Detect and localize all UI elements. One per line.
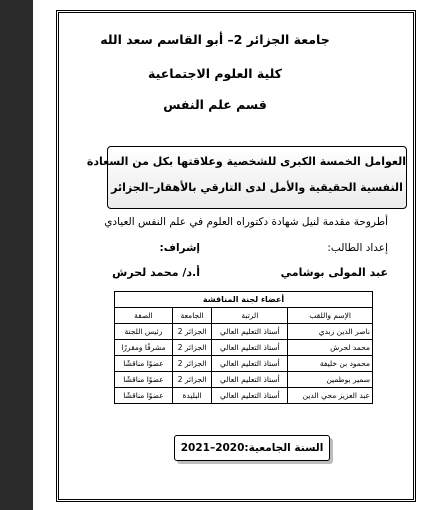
header-rank: الرتبة: [212, 308, 288, 324]
member-role: رئيس اللجنة: [115, 324, 173, 340]
table-row: [115, 324, 373, 340]
thesis-title-box: [86, 146, 407, 209]
member-role: عضوًا مناقشًا: [115, 388, 173, 404]
academic-year-box: [174, 435, 330, 461]
member-university: الجزائر 2: [172, 324, 212, 340]
jury-caption-row: [115, 292, 373, 308]
supervisor-name: أ.د/ محمد لحرش: [112, 266, 200, 279]
table-row: [115, 388, 373, 404]
member-university: الجزائر 2: [172, 372, 212, 388]
page-border-frame: [56, 10, 416, 502]
supervisor-label: إشراف:: [159, 242, 200, 254]
jury-table: [114, 291, 373, 404]
member-role: عضوًا مناقشًا: [115, 372, 173, 388]
member-name: ناصر الدين زبدي: [288, 324, 373, 340]
header-name: الإسم واللقب: [288, 308, 373, 324]
thesis-statement: أطروحة مقدمة لنيل شهادة دكتوراه العلوم في علم النفس العيادي: [104, 216, 388, 228]
member-role: مشرفًا ومقررًا: [115, 340, 173, 356]
member-rank: أستاذ التعليم العالي: [212, 388, 288, 404]
student-label: إعداد الطالب:: [327, 242, 388, 254]
university-name: جامعة الجزائر 2– أبو القاسم سعد الله: [100, 32, 330, 47]
header-university: الجامعة: [172, 308, 212, 324]
faculty-name: كلية العلوم الاجتماعية: [148, 66, 282, 81]
member-name: محمد لحرش: [288, 340, 373, 356]
table-row: [115, 356, 373, 372]
department-name: قسم علم النفس: [163, 97, 267, 112]
student-name: عبد المولى بوشامي: [280, 266, 388, 279]
member-name: محمود بن خليفة: [288, 356, 373, 372]
table-row: [115, 340, 373, 356]
member-rank: أستاذ التعليم العالي: [212, 324, 288, 340]
member-name: سمير بوطمين: [288, 372, 373, 388]
thesis-title-line-1: العوامل الخمسة الكبرى للشخصية وعلاقتها بكل من السعادة: [86, 155, 406, 168]
jury-caption: أعضاء لجنة المناقشة: [115, 292, 373, 308]
member-university: الجزائر 2: [172, 340, 212, 356]
member-rank: أستاذ التعليم العالي: [212, 372, 288, 388]
member-university: الجزائر 2: [172, 356, 212, 372]
header-role: الصفة: [115, 308, 173, 324]
table-row: [115, 372, 373, 388]
member-university: البليدة: [172, 388, 212, 404]
member-name: عبد العزيز محي الدين: [288, 388, 373, 404]
academic-year: السنة الجامعية:2020–2021: [180, 442, 324, 454]
thesis-title-line-2: النفسية الحقيقية والأمل لدى التارقي بالأهقار–الجزائر: [111, 181, 403, 194]
member-role: عضوًا مناقشًا: [115, 356, 173, 372]
member-rank: أستاذ التعليم العالي: [212, 340, 288, 356]
jury-header-row: [115, 308, 373, 324]
member-rank: أستاذ التعليم العالي: [212, 356, 288, 372]
